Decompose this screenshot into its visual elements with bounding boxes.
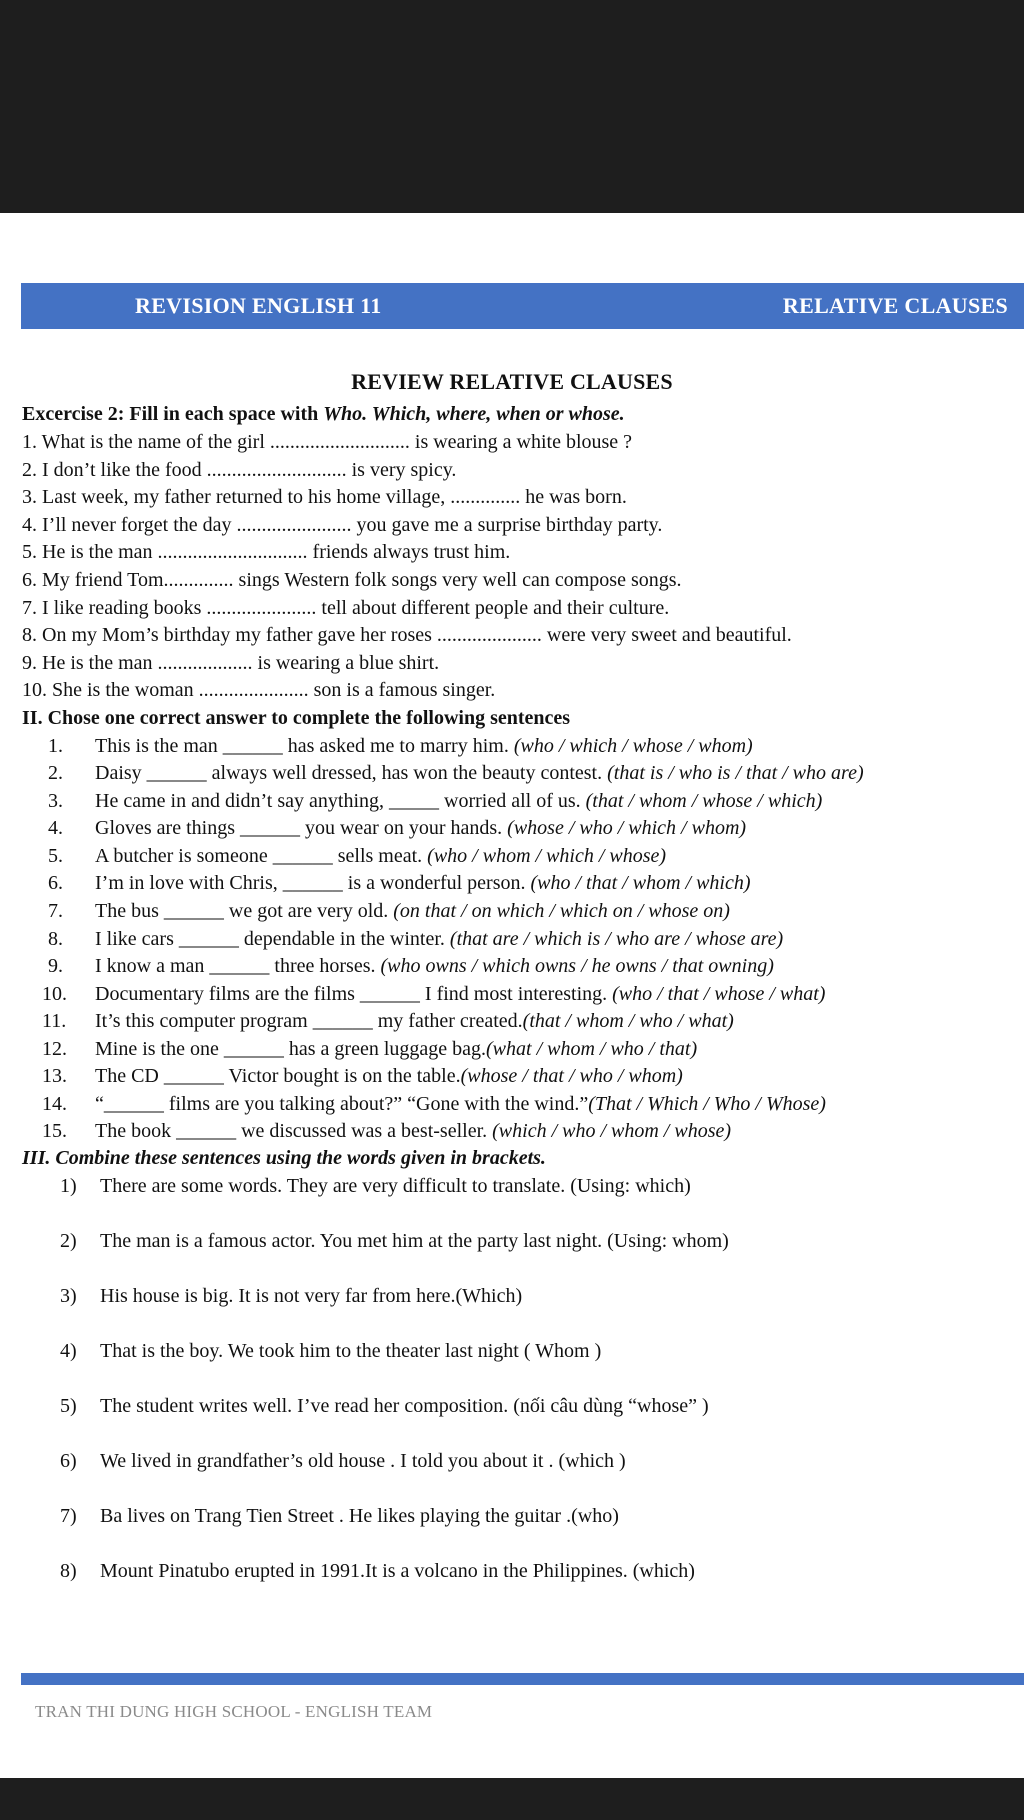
exercise-2-item (95, 871, 751, 895)
exercise-3-item: His house is big. It is not very far from here.(Which) (100, 1285, 523, 1307)
exercise-2-options: (who / which / whose / whom) (513, 735, 753, 757)
exercise-1-item: 4. I’ll never forget the day ....................... you gave me a surprise birthday party. (22, 514, 663, 536)
exercise-2-item (95, 734, 753, 758)
exercise-2-number: 13. (42, 1065, 67, 1087)
exercise-2-item (95, 927, 783, 951)
exercise-1-item: 1. What is the name of the girl ............................ is wearing a white blouse ? (22, 431, 633, 453)
exercise-3-number: 2) (60, 1230, 77, 1252)
exercise-3-item: The man is a famous actor. You met him at the party last night. (Using: whom) (100, 1230, 729, 1252)
exercise-2-item (95, 899, 730, 923)
header-topic-title: RELATIVE CLAUSES (782, 293, 1008, 318)
exercise-2-number: 12. (42, 1038, 67, 1060)
exercise-3-heading: III. Combine these sentences using the words given in brackets. (22, 1147, 546, 1169)
exercise-1-item: 10. She is the woman ...................... son is a famous singer. (22, 679, 496, 701)
exercise-2-options: (who / whom / which / whose) (427, 845, 667, 867)
exercise-2-sentence: A butcher is someone ______ sells meat. (95, 845, 428, 867)
exercise-3-number: 5) (60, 1395, 77, 1417)
exercise-2-number: 3. (48, 790, 63, 812)
exercise-2-item (95, 982, 825, 1006)
exercise-2-options: (who / that / whom / which) (530, 872, 751, 894)
exercise-2-options: (who owns / which owns / he owns / that owning) (380, 955, 774, 977)
exercise-2-number: 2. (48, 762, 63, 784)
exercise-2-options: (That / Which / Who / Whose) (588, 1093, 826, 1115)
exercise-2-item (95, 844, 666, 868)
exercise-3-number: 7) (60, 1505, 77, 1527)
exercise-1-item: 7. I like reading books ...................... tell about different people and their culture. (22, 597, 670, 619)
exercise-3-item: We lived in grandfather’s old house . I told you about it . (which ) (100, 1450, 626, 1472)
exercise-3-number: 4) (60, 1340, 77, 1362)
exercise-2-sentence: The CD ______ Victor bought is on the table. (95, 1065, 461, 1087)
exercise-2-options: (what / whom / who / that) (486, 1038, 698, 1060)
exercise-2-number: 6. (48, 872, 63, 894)
exercise-2-sentence: Documentary films are the films ______ I find most interesting. (95, 983, 613, 1005)
exercise-2-number: 10. (42, 983, 67, 1005)
exercise-2-options: (who / that / whose / what) (612, 983, 826, 1005)
exercise-1-item: 2. I don’t like the food ............................ is very spicy. (22, 459, 457, 481)
exercise-2-item (95, 761, 864, 785)
exercise-2-sentence: I like cars ______ dependable in the winter. (95, 928, 450, 950)
exercise-1-item: 9. He is the man ................... is wearing a blue shirt. (22, 652, 440, 674)
exercise-3-number: 6) (60, 1450, 77, 1472)
exercise-2-options: (that / whom / whose / which) (585, 790, 823, 812)
exercise-2-number: 14. (42, 1093, 67, 1115)
exercise-2-sentence: The book ______ we discussed was a best-seller. (95, 1120, 493, 1142)
exercise-3-number: 3) (60, 1285, 77, 1307)
exercise-1-heading-words: Who. Which, where, when or whose. (323, 403, 625, 425)
header-course-title: REVISION ENGLISH 11 (135, 293, 382, 318)
exercise-2-options: (on that / on which / which on / whose on) (393, 900, 730, 922)
exercise-2-item (95, 789, 822, 813)
exercise-2-options: (whose / who / which / whom) (507, 817, 747, 839)
bottom-dark-band (0, 1778, 1024, 1820)
exercise-2-number: 4. (48, 817, 63, 839)
exercise-2-sentence: Daisy ______ always well dressed, has won the beauty contest. (95, 762, 608, 784)
exercise-2-sentence: “______ films are you talking about?” “Gone with the wind.” (95, 1093, 589, 1115)
exercise-2-options: (which / who / whom / whose) (492, 1120, 732, 1142)
exercise-1-heading (22, 402, 625, 426)
exercise-3-number: 8) (60, 1560, 77, 1582)
exercise-2-item (95, 1092, 826, 1116)
exercise-2-sentence: He came in and didn’t say anything, _____ worried all of us. (95, 790, 586, 812)
top-dark-band (0, 0, 1024, 213)
exercise-1-heading-text: Excercise 2: Fill in each space with (22, 403, 324, 425)
exercise-2-sentence: It’s this computer program ______ my father created. (95, 1010, 523, 1032)
exercise-3-number: 1) (60, 1175, 77, 1197)
exercise-2-sentence: The bus ______ we got are very old. (95, 900, 394, 922)
exercise-2-item (95, 954, 774, 978)
exercise-2-number: 8. (48, 928, 63, 950)
exercise-1-item: 6. My friend Tom.............. sings Western folk songs very well can compose songs. (22, 569, 682, 591)
page-title: REVIEW RELATIVE CLAUSES (351, 369, 673, 394)
exercise-2-heading: II. Chose one correct answer to complete the following sentences (22, 707, 571, 729)
exercise-3-item: There are some words. They are very difficult to translate. (Using: which) (100, 1175, 691, 1197)
exercise-2-item (95, 1037, 697, 1061)
exercise-2-options: (whose / that / who / whom) (460, 1065, 683, 1087)
exercise-2-item (95, 1009, 734, 1033)
exercise-1-item: 3. Last week, my father returned to his home village, .............. he was born. (22, 486, 627, 508)
exercise-2-sentence: I know a man ______ three horses. (95, 955, 381, 977)
exercise-2-item (95, 1119, 731, 1143)
exercise-2-sentence: Mine is the one ______ has a green luggage bag. (95, 1038, 487, 1060)
exercise-2-item (95, 1064, 683, 1088)
exercise-2-number: 11. (42, 1010, 67, 1032)
footer-school-name: TRAN THI DUNG HIGH SCHOOL - ENGLISH TEAM (35, 1702, 433, 1721)
footer-rule (21, 1673, 1024, 1685)
exercise-2-sentence: Gloves are things ______ you wear on your hands. (95, 817, 508, 839)
exercise-3-item: That is the boy. We took him to the theater last night ( Whom ) (100, 1340, 602, 1362)
exercise-2-item (95, 816, 746, 840)
exercise-2-sentence: I’m in love with Chris, ______ is a wonderful person. (95, 872, 531, 894)
exercise-2-number: 5. (48, 845, 63, 867)
exercise-2-sentence: This is the man ______ has asked me to marry him. (95, 735, 514, 757)
exercise-2-options: (that / whom / who / what) (522, 1010, 734, 1032)
exercise-2-options: (that is / who is / that / who are) (607, 762, 864, 784)
exercise-2-number: 7. (48, 900, 63, 922)
exercise-2-number: 9. (48, 955, 63, 977)
exercise-3-item: Mount Pinatubo erupted in 1991.It is a volcano in the Philippines. (which) (100, 1560, 695, 1582)
exercise-2-number: 1. (48, 735, 63, 757)
exercise-1-item: 5. He is the man .............................. friends always trust him. (22, 541, 511, 563)
header-banner (21, 283, 1024, 329)
exercise-3-item: The student writes well. I’ve read her composition. (nối câu dùng “whose” ) (100, 1395, 709, 1417)
exercise-2-options: (that are / which is / who are / whose are) (449, 928, 784, 950)
exercise-1-item: 8. On my Mom’s birthday my father gave her roses ..................... were very sweet and beautiful. (22, 624, 792, 646)
exercise-3-item: Ba lives on Trang Tien Street . He likes playing the guitar .(who) (100, 1505, 619, 1527)
exercise-2-number: 15. (42, 1120, 67, 1142)
